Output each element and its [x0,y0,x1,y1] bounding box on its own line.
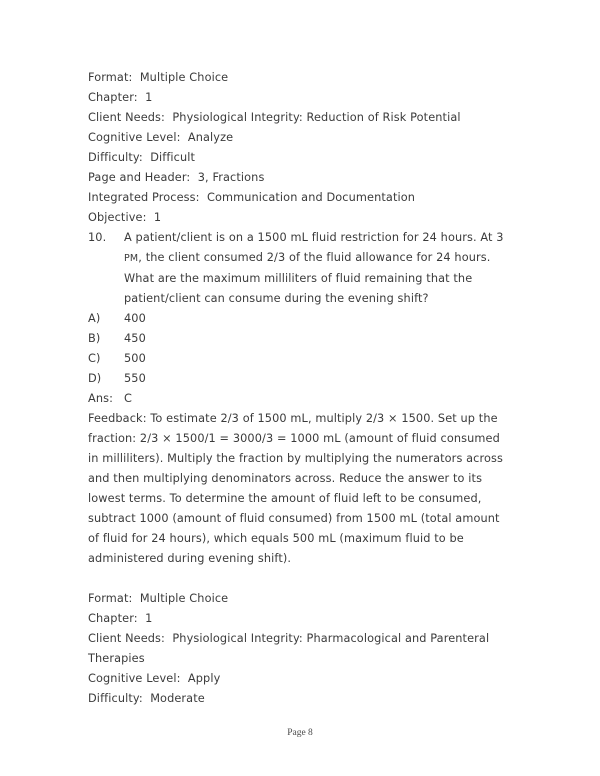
question-text-part-one: A patient/client is on a 1500 mL fluid restriction for 24 hours. At 3 [124,231,504,244]
question-item [88,228,508,309]
question-text-part-two: , the client consumed 2/3 of the fluid allowance for 24 hours. What are the maximum milliliters of fluid remaining that the patient/client can consume during the evening shift? [124,251,491,305]
metadata-two-line-cognitive-level: Cognitive Level: Apply [88,672,221,685]
metadata-line-format: Format: Multiple Choice [88,71,229,84]
metadata-line-chapter: Chapter: 1 [88,91,153,104]
correct-answer-value: C [124,392,133,405]
metadata-line-cognitive-level: Cognitive Level: Analyze [88,131,234,144]
answer-option-b-letter: B) [88,332,101,345]
answer-option-b[interactable] [88,329,508,349]
question-time-meridiem: PM [124,253,139,264]
answer-option-c-value: 500 [124,352,146,365]
answer-option-a-letter: A) [88,312,101,325]
correct-answer-line [88,389,508,409]
metadata-line-difficulty: Difficulty: Difficult [88,151,196,164]
question-number: 10. [88,231,107,244]
metadata-two-line-format: Format: Multiple Choice [88,592,229,605]
metadata-block-one [88,68,508,228]
metadata-two-line-difficulty: Difficulty: Moderate [88,692,205,705]
answer-options-list [88,309,508,389]
answer-option-b-value: 450 [124,332,146,345]
metadata-two-line-client-needs: Client Needs: Physiological Integrity: Pharmacological and Parenteral Therapies [88,632,493,665]
metadata-block-two [88,589,508,709]
metadata-line-objective: Objective: 1 [88,211,162,224]
correct-answer-label: Ans: [88,392,114,405]
feedback-paragraph: Feedback: To estimate 2/3 of 1500 mL, multiply 2/3 × 1500. Set up the fraction: 2/3 × 1500/1 = 3000/3 = 1000 mL (amount of fluid consumed in milliliters). Multiply the fraction by multiplying the numerators across and then multiplying denominators across. Reduce the answer to its lowest terms. To determine the amount of fluid left to be consumed, subtract 1000 (amount of fluid consumed) from 1500 mL (total amount of fluid for 24 hours), which equals 500 mL (maximum fluid to be administered during evening shift). [88,412,504,565]
block-separator [88,569,508,589]
answer-option-d-letter: D) [88,372,102,385]
metadata-line-page-and-header: Page and Header: 3, Fractions [88,171,265,184]
answer-option-c-letter: C) [88,352,101,365]
answer-option-d-value: 550 [124,372,146,385]
page-content [88,68,508,709]
metadata-line-integrated-process: Integrated Process: Communication and Documentation [88,191,416,204]
page-footer: Page 8 [287,728,313,738]
answer-option-c[interactable] [88,349,508,369]
metadata-two-line-chapter: Chapter: 1 [88,612,153,625]
metadata-line-client-needs: Client Needs: Physiological Integrity: Reduction of Risk Potential [88,111,461,124]
answer-option-a-value: 400 [124,312,146,325]
answer-option-a[interactable] [88,309,508,329]
answer-option-d[interactable] [88,369,508,389]
